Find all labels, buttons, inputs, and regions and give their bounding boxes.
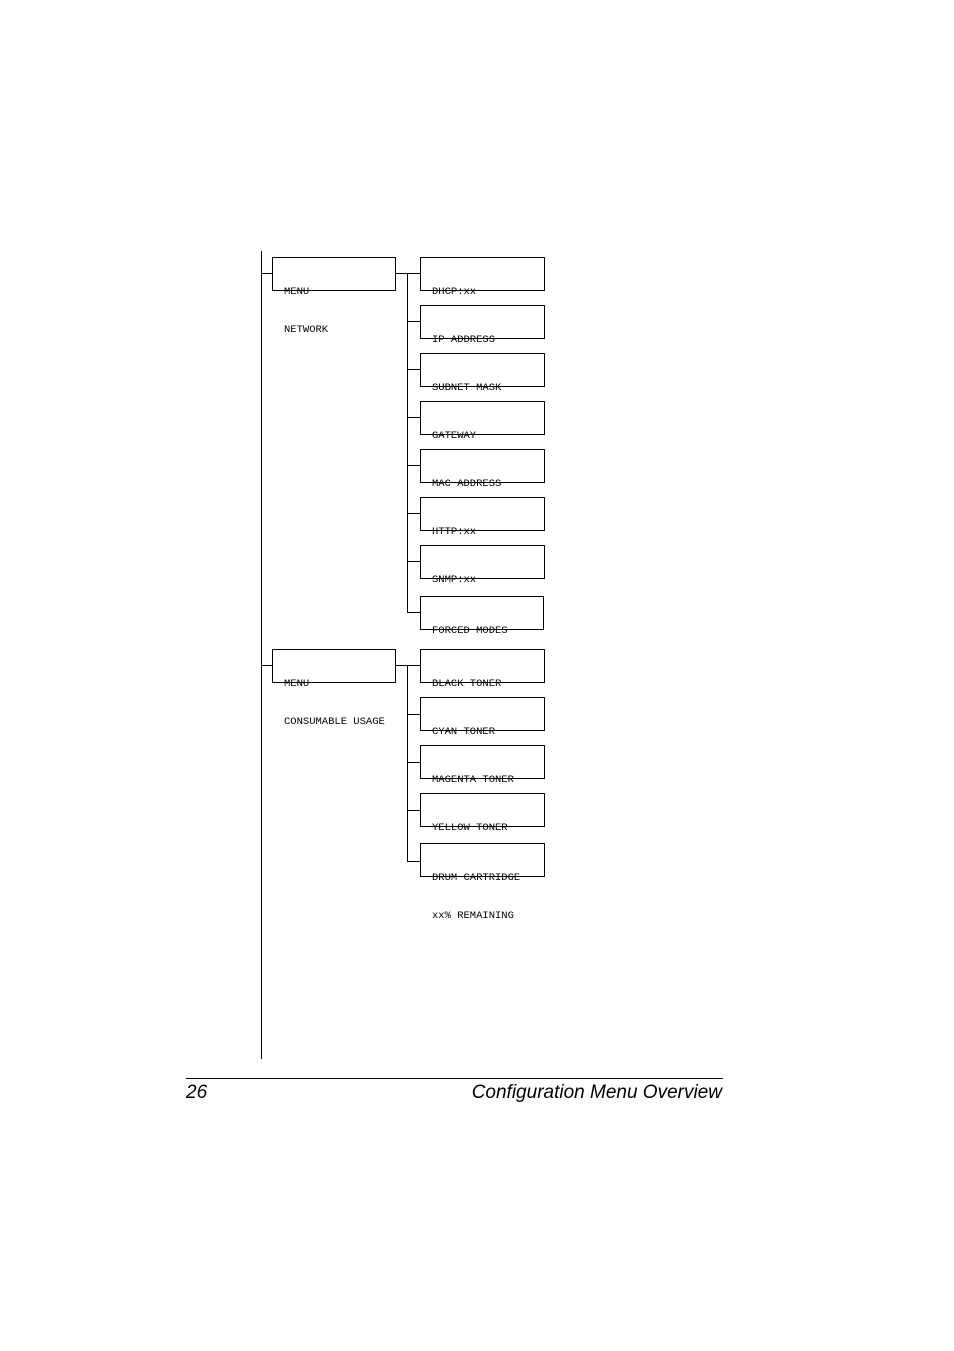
consumable-item-tick <box>407 714 420 715</box>
item-line1: HTTP:xx <box>432 526 477 538</box>
network-branch-spine <box>407 273 408 613</box>
spine-connector-network <box>261 273 272 274</box>
item-line1: YELLOW TONER <box>432 822 508 834</box>
network-item-tick <box>407 561 420 562</box>
consumable-item-tick <box>407 762 420 763</box>
menu-consumable-line2: CONSUMABLE USAGE <box>284 715 385 728</box>
item-line1: SNMP:xx <box>432 574 477 586</box>
item-line2: xx% REMAINING <box>432 909 514 922</box>
network-item-tick <box>407 513 420 514</box>
consumable-item-black-toner[interactable] <box>420 649 545 690</box>
consumable-item-tick <box>407 810 420 811</box>
consumable-item-cyan-toner[interactable] <box>420 697 545 738</box>
item-line1: MAGENTA TONER <box>432 774 514 786</box>
item-line1: DRUM CARTRIDGE <box>432 872 521 884</box>
menu-network-box[interactable] <box>272 257 396 336</box>
consumable-item-yellow-toner[interactable] <box>420 793 545 834</box>
menu-network-line1: MENU <box>284 286 310 298</box>
network-item-tick <box>407 321 420 322</box>
footer-rule <box>186 1078 723 1079</box>
network-branch-connector <box>396 273 420 274</box>
network-item-tick <box>407 369 420 370</box>
main-spine <box>261 251 262 1059</box>
spine-connector-consumable <box>261 665 272 666</box>
network-item-snmp[interactable] <box>420 545 545 586</box>
item-line1: CYAN TONER <box>432 726 496 738</box>
network-item-tick <box>407 612 420 613</box>
consumable-item-drum-cartridge[interactable] <box>420 843 545 922</box>
menu-network-line2: NETWORK <box>284 323 329 336</box>
network-item-dhcp-bootp[interactable] <box>420 257 545 298</box>
menu-consumable-line1: MENU <box>284 678 310 690</box>
consumable-branch-spine <box>407 665 408 862</box>
consumable-branch-connector <box>396 665 420 666</box>
network-item-tick <box>407 417 420 418</box>
section-title: Configuration Menu Overview <box>471 1082 722 1103</box>
network-item-ip-address[interactable] <box>420 305 545 346</box>
item-line1: FORCED MODES <box>432 625 508 637</box>
network-item-forced-modes[interactable] <box>420 596 544 637</box>
consumable-item-tick <box>407 861 420 862</box>
item-line1: BLACK TONER <box>432 678 502 690</box>
network-item-tick <box>407 465 420 466</box>
network-item-http[interactable] <box>420 497 545 538</box>
network-item-gateway[interactable] <box>420 401 545 442</box>
page-number: 26 <box>186 1082 208 1103</box>
menu-consumable-usage-box[interactable] <box>272 649 396 728</box>
item-line1: SUBNET MASK <box>432 382 502 394</box>
item-line1: GATEWAY <box>432 430 477 442</box>
consumable-item-magenta-toner[interactable] <box>420 745 545 786</box>
network-item-mac-address[interactable] <box>420 449 545 490</box>
item-line1: MAC ADDRESS <box>432 478 502 490</box>
network-item-subnet-mask[interactable] <box>420 353 545 394</box>
item-line1: IP ADDRESS <box>432 334 496 346</box>
item-line1: DHCP:xx <box>432 286 477 298</box>
